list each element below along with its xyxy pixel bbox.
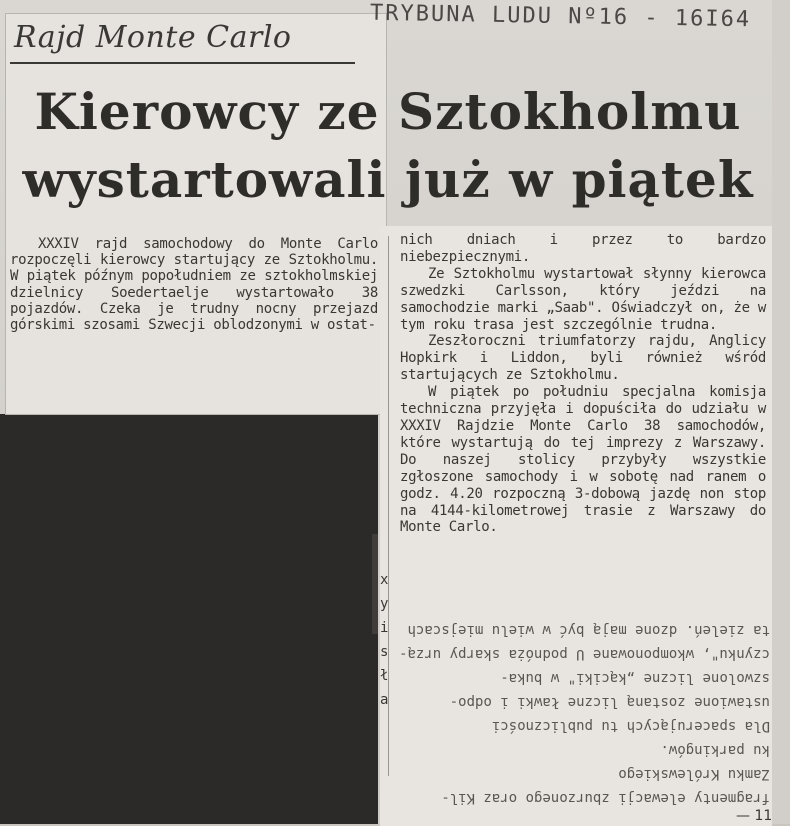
edge-letter: i (380, 620, 389, 636)
cut-edge-letters (380, 568, 388, 712)
clipping-left-panel (6, 14, 386, 414)
flipped-line-7: odpo- (449, 694, 492, 710)
article-right-column (400, 232, 766, 536)
page-right-margin (772, 0, 790, 824)
article-left-column (10, 236, 378, 333)
edge-letter: s (380, 644, 389, 660)
edge-letter: y (380, 596, 389, 612)
flipped-line: Zamku Królewskiego (618, 766, 770, 782)
edge-letter: ł (380, 668, 389, 684)
edge-letter: a (380, 692, 389, 708)
right-paragraph-2: Ze Sztokholmu wystartował słynny kierowca szwedzki Carlsson, który jeździ na samochodzie marki „Saab". Oświadczył on, że w tym roku trasa jest szczególnie trudna. (400, 265, 766, 333)
flipped-line: Dla spacerujących tu publiczności (491, 718, 770, 734)
flipped-line: szwolone liczne „kąciki" w buka- (500, 670, 770, 686)
right-paragraph-3: Zeszłoroczni triumfatorzy rajdu, Anglicy Hopkirk i Liddon, byli również wśród startujących ze Sztokholmu. (400, 333, 766, 384)
handwritten-source-note: TRYBUNA LUDU Nº16 - 16I64 (369, 0, 752, 33)
headline-line-2: wystartowali już w piątek (22, 150, 754, 209)
flipped-line (396, 690, 770, 714)
flipped-line-9: czynku", wkomponowane (592, 646, 770, 662)
flipped-line (396, 786, 770, 810)
upside-down-text-block (396, 600, 770, 810)
flipped-line-2: oraz Kil- (441, 790, 518, 806)
headline-line-1: Kierowcy ze Sztokholmu (34, 82, 742, 141)
right-paragraph-1: nich dniach i przez to bardzo niebezpiecznymi. (400, 232, 766, 265)
flipped-line-12: dzone mają być w wielu miejscach (407, 622, 678, 638)
scanner-background (0, 414, 378, 824)
flipped-line (396, 642, 770, 666)
flipped-line: ku parkingów. (660, 742, 770, 758)
edge-letter: x (380, 572, 389, 588)
page-corner-mark: — 11 (736, 808, 773, 824)
background-shadow (372, 534, 378, 634)
section-kicker: Rajd Monte Carlo (14, 20, 292, 55)
left-paragraph: XXXIV rajd samochodowy do Monte Carlo rozpoczęli kierowcy startujący ze Sztokholmu. W piątek późnym popołudniem ze sztokholmskiej dzielnicy Soedertaelje wystartowało 38 pojazdów. Czeka je trudny nocny przejazd górskimi szosami Szwecji oblodzonymi w ostat- (10, 236, 378, 334)
flipped-line-1: fragmenty elewacji zburzonego (525, 790, 770, 806)
right-paragraph-4: W piątek po południu specjalna komisja techniczna przyjęła i dopuściła do udziału w XXXIV Rajdzie Monte Carlo 38 samochodów, które wystartują do tej imprezy z Warszawy. Do naszej stolicy przybyły wszystkie zgłoszone samochody i w sobotę nad ranem o godz. 4.20 rozpoczną 3-dobową jazdę non stop na 4144-kilometrowej trasie z Warszawy do Monte Carlo. (400, 384, 766, 536)
kicker-underline (10, 62, 355, 64)
flipped-line-10: U podnóża skarpy urzą- (399, 646, 585, 662)
flipped-line-6: ustawione zostaną liczne ławki i (500, 694, 770, 710)
flipped-line-11: ta zieleń. (685, 622, 770, 638)
article-headline (18, 78, 758, 214)
flipped-line (396, 618, 770, 642)
